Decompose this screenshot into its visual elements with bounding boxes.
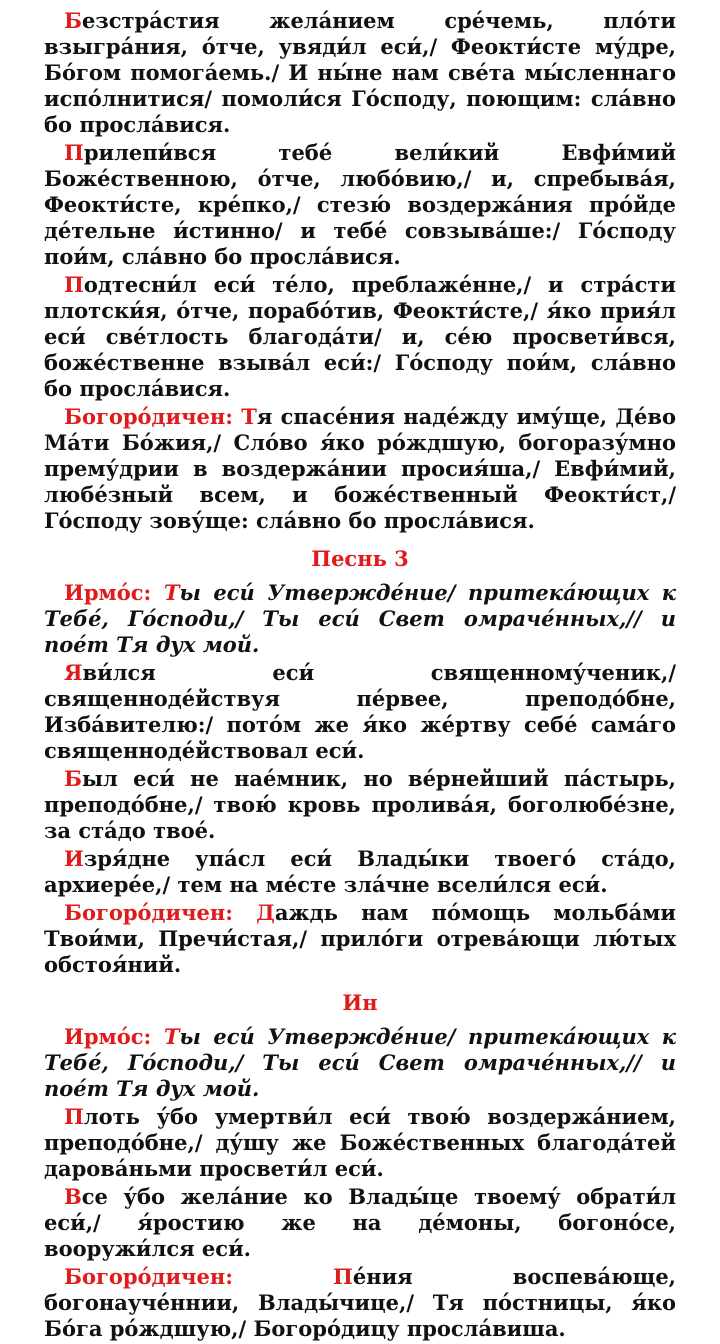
verse-6: [44, 846, 676, 898]
drop-initial: Б: [64, 766, 82, 791]
drop-initial: Т: [163, 580, 180, 605]
verse-8: [44, 1184, 676, 1262]
verse-text: зря́дне упа́сл еси́ Влады́ки твоего́ ста́до, архиере́е,/ тем на ме́сте зла́чне всели́лся еси́.: [44, 846, 676, 897]
verse-3: [44, 272, 676, 402]
verse-text: одтесни́л еси́ те́ло, преблаже́нне,/ и стра́сти плотски́я, о́тче, порабо́тив, Феокти́сте,/ я́ко прия́л еси́ све́тлость благода́ти/ и, се́ю просвети́вся, боже́ственне взыва́л еси́:/ Го́споду пои́м, сла́вно бо просла́вися.: [44, 272, 676, 401]
irmos-text: ы еси́ Утвержде́ние/ притека́ющих к Тебе́, Го́споди,/ Ты еси́ Свет омраче́нных,// и пое́т Тя дух мой.: [44, 1024, 676, 1101]
verse-4: [44, 660, 676, 764]
verse-text: езстра́стия жела́нием сре́чемь, пло́ти взыгра́ния, о́тче, увяди́л еси́,/ Феокти́сте му́дре, Бо́гом помога́емь./ И ны́не нам све́та мы́сленнаго испо́лнитися/ помоли́ся Го́споду, поющим: сла́вно бо просла́вися.: [44, 8, 676, 137]
verse-text: я спасе́ния наде́жду иму́ще, Де́во Ма́ти Бо́жия,/ Сло́во я́ко ро́ждшую, богоразу́мно прему́дрии в воздержа́нии просия́ша,/ Евфи́мий, любе́зный всем, и боже́ственный Феокти́ст,/ Го́споду зову́ще: сла́вно бо просла́вися.: [44, 404, 676, 533]
drop-initial: Я: [64, 660, 83, 685]
drop-initial: Д: [256, 900, 275, 925]
theotokion-3: [44, 1264, 676, 1342]
drop-initial: Т: [241, 404, 257, 429]
theotokion-2: [44, 900, 676, 978]
theotokion-label: Богоро́дичен:: [64, 900, 257, 925]
verse-5: [44, 766, 676, 844]
verse-text: аждь нам по́мощь мольба́ми Твои́ми, Пречи́стая,/ прило́ги отрева́ющи лю́тых обстоя́ний.: [44, 900, 676, 977]
section-heading-other-canon: Ин: [342, 990, 378, 1015]
verse-text: рилепи́вся тебе́ вели́кий Евфи́мий Боже́ственною, о́тче, любо́вию,/ и, спребыва́я, Феокти́сте, кре́пко,/ стезю́ воздержа́ния про́йде де́тельне и́стинно/ и тебе́ совзыва́ше:/ Го́споду пои́м, сла́вно бо просла́вися.: [44, 140, 676, 269]
irmos-label: Ирмо́с:: [64, 1024, 164, 1049]
verse-7: [44, 1104, 676, 1182]
drop-initial: П: [64, 272, 84, 297]
verse-2: [44, 140, 676, 270]
verse-text: ви́лся еси́ священному́ченик,/ священноде́йствуя пе́рвее, преподо́бне, Изба́вителю:/ пото́м же я́ко же́ртву себе́ сама́го священноде́йствовал еси́.: [44, 660, 676, 763]
irmos-1: [44, 580, 676, 658]
theotokion-1: [44, 404, 676, 534]
drop-initial: Т: [163, 1024, 180, 1049]
irmos-text: ы еси́ Утвержде́ние/ притека́ющих к Тебе́, Го́споди,/ Ты еси́ Свет омраче́нных,// и пое́т Тя дух мой.: [44, 580, 676, 657]
theotokion-label: Богоро́дичен:: [64, 404, 242, 429]
verse-text: лоть у́бо умертви́л еси́ твою́ воздержа́нием, преподо́бне,/ ду́шу же Боже́ственных благода́тей дарова́ньми просвети́л еси́.: [44, 1104, 676, 1181]
irmos-2: [44, 1024, 676, 1102]
drop-initial: П: [64, 1104, 84, 1129]
section-heading-ode-3: Песнь 3: [311, 546, 409, 571]
drop-initial: П: [333, 1264, 353, 1289]
verse-text: ыл еси́ не нае́мник, но ве́рнейший па́стырь, преподо́бне,/ твою́ кровь пролива́я, боголюбе́зне, за ста́до твое́.: [44, 766, 676, 843]
text-page: [44, 8, 676, 1344]
drop-initial: П: [64, 140, 84, 165]
drop-initial: И: [64, 846, 84, 871]
verse-text: е́ния воспева́юще, богонауче́ннии, Влады́чице,/ Тя по́стницы, я́ко Бо́га ро́ждшую,/ Богоро́дицу просла́виша.: [44, 1264, 676, 1341]
theotokion-label: Богоро́дичен:: [64, 1264, 334, 1289]
drop-initial: Б: [64, 8, 82, 33]
drop-initial: В: [64, 1184, 82, 1209]
verse-text: се у́бо жела́ние ко Влады́це твоему́ обрати́л еси́,/ я́ростию же на де́моны, богоно́се, вооружи́лся еси́.: [44, 1184, 676, 1261]
verse-1: [44, 8, 676, 138]
irmos-label: Ирмо́с:: [64, 580, 164, 605]
